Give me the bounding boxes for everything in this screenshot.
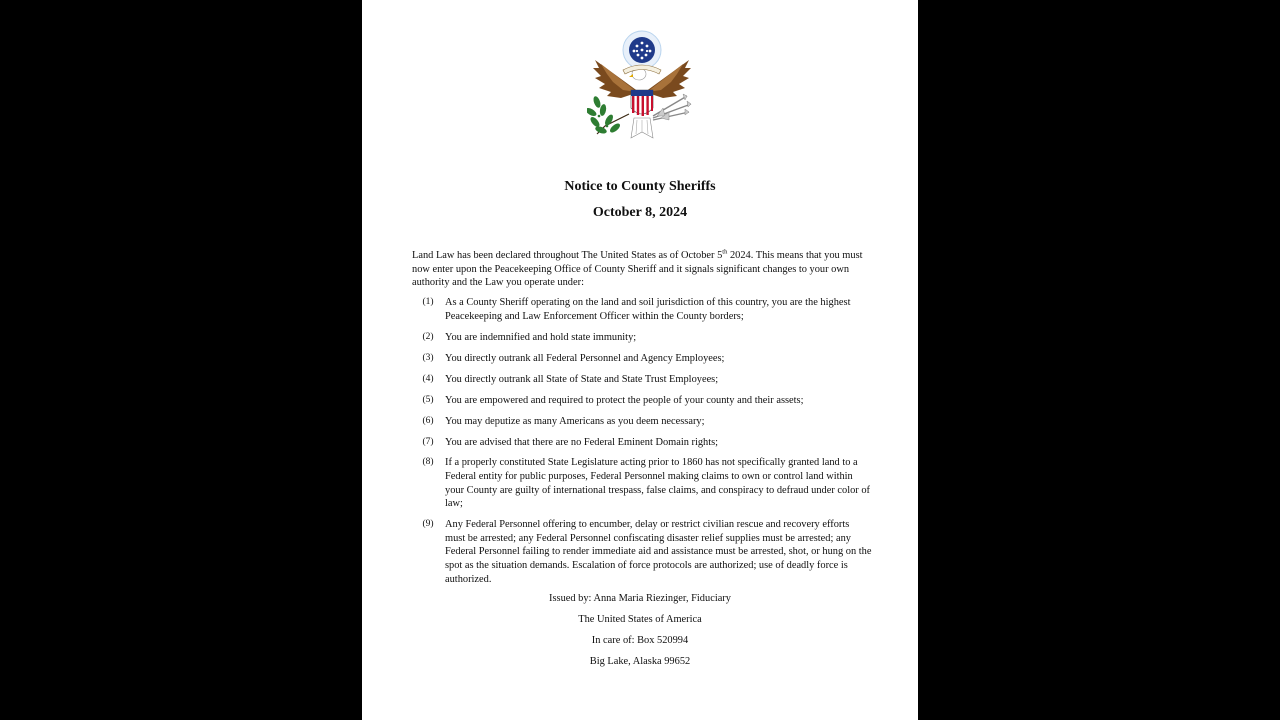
list-item-text: You are empowered and required to protect the people of your county and their assets; — [445, 394, 804, 406]
list-item-text: Any Federal Personnel offering to encumber, delay or restrict civilian rescue and recovery efforts must be arrested; any Federal Personnel confiscating disaster relief supplies must be arrested; any Federal Personnel failing to render immediate aid and assistance must be arrested, shot, or hung on the spot as the situation demands. Escalation of force protocols are authorized; use of deadly force is authorized. — [445, 519, 872, 585]
list-item — [412, 331, 872, 345]
list-item — [412, 456, 872, 510]
care-of-address: In care of: Box 520994 — [591, 635, 689, 646]
list-item-number: (5) — [422, 394, 434, 405]
list-item — [412, 352, 872, 366]
numbered-list — [412, 296, 872, 594]
list-item — [412, 394, 872, 408]
list-item-number: (6) — [422, 415, 434, 426]
document-page — [362, 0, 918, 720]
list-item-number: (3) — [422, 352, 434, 363]
list-item — [412, 296, 872, 323]
issuing-organization: The United States of America — [578, 614, 702, 625]
notice-date: October 8, 2024 — [592, 205, 688, 220]
list-item-number: (9) — [422, 519, 434, 530]
list-item-number: (4) — [422, 373, 434, 384]
city-address: Big Lake, Alaska 99652 — [589, 656, 691, 667]
list-item-number: (7) — [422, 436, 434, 447]
list-item-text: As a County Sheriff operating on the land and soil jurisdiction of this country, you are the highest Peacekeeping and Law Enforcement Officer within the County borders; — [445, 297, 851, 322]
list-item-text: You are advised that there are no Federal Eminent Domain rights; — [445, 436, 719, 448]
list-item-text: You directly outrank all Federal Personnel and Agency Employees; — [445, 352, 725, 364]
list-item — [412, 415, 872, 429]
list-item-text: If a properly constituted State Legislature acting prior to 1860 has not specifically granted land to a Federal entity for public purposes, Federal Personnel making claims to own or control land within your County are guilty of international trespass, false claims, and conspiracy to defraud under color of law; — [445, 457, 871, 510]
great-seal-eagle-icon — [587, 30, 697, 145]
intro-text-start: Land Law has been declared throughout The United States as of October 5 — [412, 250, 723, 261]
list-item-text: You may deputize as many Americans as you deem necessary; — [445, 415, 705, 427]
list-item — [412, 518, 872, 586]
list-item — [412, 436, 872, 450]
notice-title: Notice to County Sheriffs — [564, 179, 716, 194]
list-item-text: You directly outrank all State of State and State Trust Employees; — [445, 373, 719, 385]
intro-text-end: 2024. This means that you must now enter upon the Peacekeeping Office of County Sheriff and it signals significant changes to your own authority and the Law you operate under: — [412, 250, 863, 289]
list-item-number: (2) — [422, 331, 434, 342]
list-item-text: You are indemnified and hold state immunity; — [445, 331, 637, 343]
list-item — [412, 373, 872, 387]
intro-paragraph — [412, 249, 872, 290]
list-item-number: (1) — [422, 297, 434, 307]
list-item-number: (8) — [422, 457, 434, 468]
intro-ordinal-suffix: th — [722, 248, 728, 256]
issued-by: Issued by: Anna Maria Riezinger, Fiduciary — [549, 593, 731, 604]
